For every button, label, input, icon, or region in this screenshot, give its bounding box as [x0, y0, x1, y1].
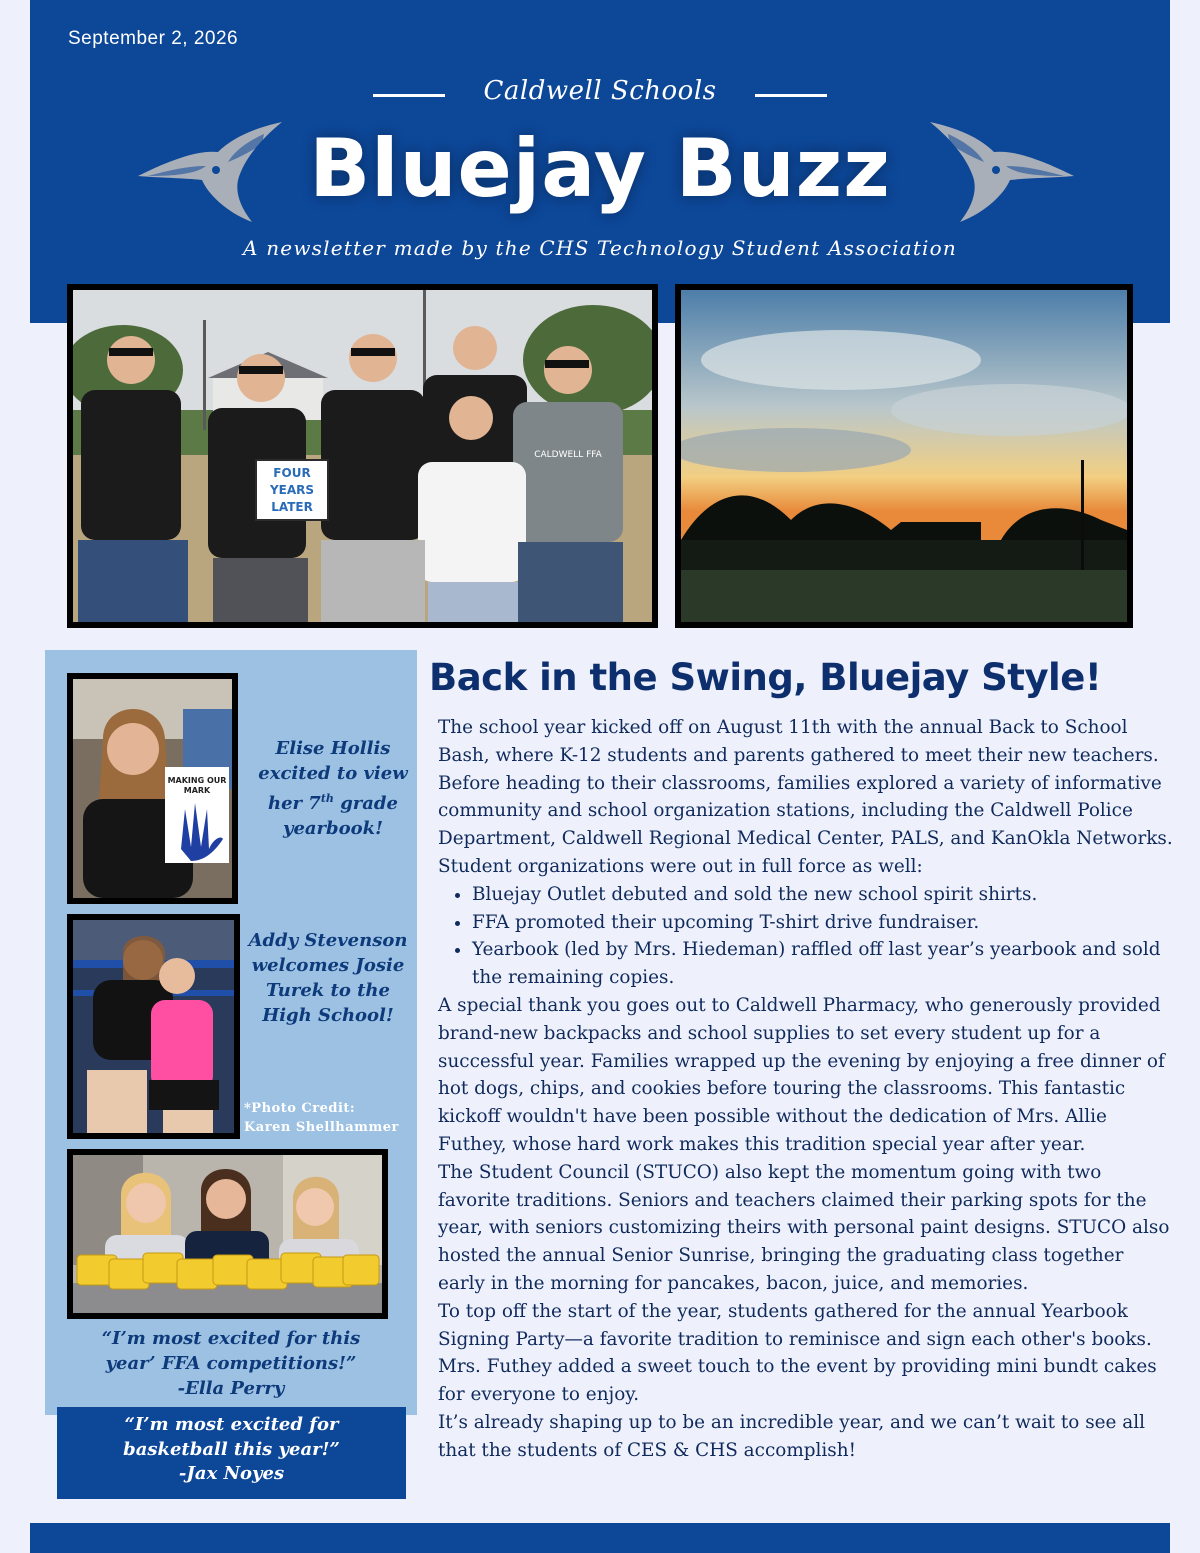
svg-text:MAKING OUR: MAKING OUR	[167, 776, 227, 785]
newsletter-title: Bluejay Buzz	[309, 122, 891, 215]
caption-text: grade	[333, 793, 398, 814]
quote-line: year’ FFA competitions!”	[105, 1353, 357, 1374]
credit-line: *Photo Credit:	[244, 1101, 356, 1116]
quote-line: “I’m most excited for this	[101, 1328, 361, 1349]
caption-line: High School!	[262, 1005, 394, 1026]
photo-credit	[244, 1099, 399, 1137]
svg-text:YEARS: YEARS	[269, 483, 315, 497]
svg-text:FOUR: FOUR	[273, 466, 311, 480]
svg-text:LATER: LATER	[271, 500, 313, 514]
quote-attribution: -Jax Noyes	[178, 1463, 285, 1484]
article-paragraph: It’s already shaping up to be an incredible year, and we can’t wait to see all that the students of CES & CHS accomplish!	[438, 1411, 1146, 1461]
jax-noyes-quote-box	[57, 1407, 406, 1499]
caption-text: her 7	[268, 793, 321, 814]
caption-line: Turek to the	[266, 980, 390, 1001]
credit-line: Karen Shellhammer	[244, 1120, 399, 1135]
jax-noyes-quote	[57, 1413, 406, 1487]
list-item: • Bluejay Outlet debuted and sold the new school spirit shirts.	[472, 881, 1173, 909]
list-item: • FFA promoted their upcoming T-shirt drive fundraiser.	[472, 909, 1173, 937]
ordinal-suffix: th	[320, 792, 334, 805]
issue-date: September 2, 2026	[68, 28, 239, 49]
caption-line: yearbook!	[282, 818, 384, 839]
footer-bar	[30, 1523, 1170, 1553]
organization-list	[438, 881, 1173, 992]
svg-text:MARK: MARK	[183, 786, 211, 795]
caption-line: Addy Stevenson	[248, 930, 408, 951]
addy-josie-caption	[246, 928, 410, 1028]
bluejay-head-icon-right	[928, 118, 1078, 224]
article-paragraph: The Student Council (STUCO) also kept the momentum going with two favorite traditions. Seniors and teachers claimed their parking spots for the year, with seniors customizing theirs with personal paint designs. STUCO also hosted the annual Senior Sunrise, bringing the graduating class together early in the morning for pancakes, bacon, juice, and memories.	[438, 1161, 1170, 1294]
elise-hollis-caption	[250, 736, 416, 841]
caption-line: Elise Hollis	[275, 738, 391, 759]
article-paragraph: A special thank you goes out to Caldwell Pharmacy, who generously provided brand-new backpacks and school supplies to set every student up for a successful year. Families wrapped up the evening by enjoying a free dinner of hot dogs, chips, and cookies before touring the classrooms. This fantastic kickoff wouldn't have been possible without the dedication of Mrs. Allie Futhey, whose hard work makes this tradition special year after year.	[438, 994, 1165, 1155]
article-paragraph: The school year kicked off on August 11th with the annual Back to School Bash, where K-12 students and parents gathered to meet their new teachers. Before heading to their classrooms, families explored a variety of informative community and school organization stations, including the Caldwell Police Department, Caldwell Regional Medical Center, PALS, and KanOkla Networks.	[438, 717, 1173, 850]
sunrise-photo	[675, 284, 1133, 628]
article-paragraph: To top off the start of the year, students gathered for the annual Yearbook Signing Party—a favorite tradition to reminisce and sign each other's books. Mrs. Futhey added a sweet touch to the event by providing mini bundt cakes for everyone to enjoy.	[438, 1300, 1157, 1406]
caption-line	[250, 786, 416, 816]
article-paragraph: Student organizations were out in full force as well:	[438, 855, 923, 877]
masthead	[30, 0, 1170, 323]
addy-josie-photo	[67, 914, 240, 1139]
newsletter-subtitle: A newsletter made by the CHS Technology Student Association	[243, 236, 957, 260]
quote-line: “I’m most excited for	[124, 1414, 339, 1435]
quote-line: basketball this year!”	[123, 1438, 340, 1460]
article-headline: Back in the Swing, Bluejay Style!	[429, 656, 1102, 699]
ella-perry-quote	[45, 1326, 417, 1401]
svg-text:CALDWELL FFA: CALDWELL FFA	[534, 450, 602, 460]
chips-table-photo	[67, 1149, 388, 1319]
caption-line: welcomes Josie	[251, 955, 405, 976]
school-name: Caldwell Schools	[483, 76, 717, 106]
senior-group-photo	[67, 284, 658, 628]
quote-attribution: -Ella Perry	[177, 1378, 285, 1399]
article-body	[438, 714, 1173, 1465]
bluejay-head-icon	[134, 118, 284, 224]
elise-hollis-photo	[67, 673, 238, 904]
list-item: • Yearbook (led by Mrs. Hiedeman) raffled off last year’s yearbook and sold the remaining copies.	[472, 936, 1173, 992]
caption-line: excited to view	[258, 763, 408, 784]
